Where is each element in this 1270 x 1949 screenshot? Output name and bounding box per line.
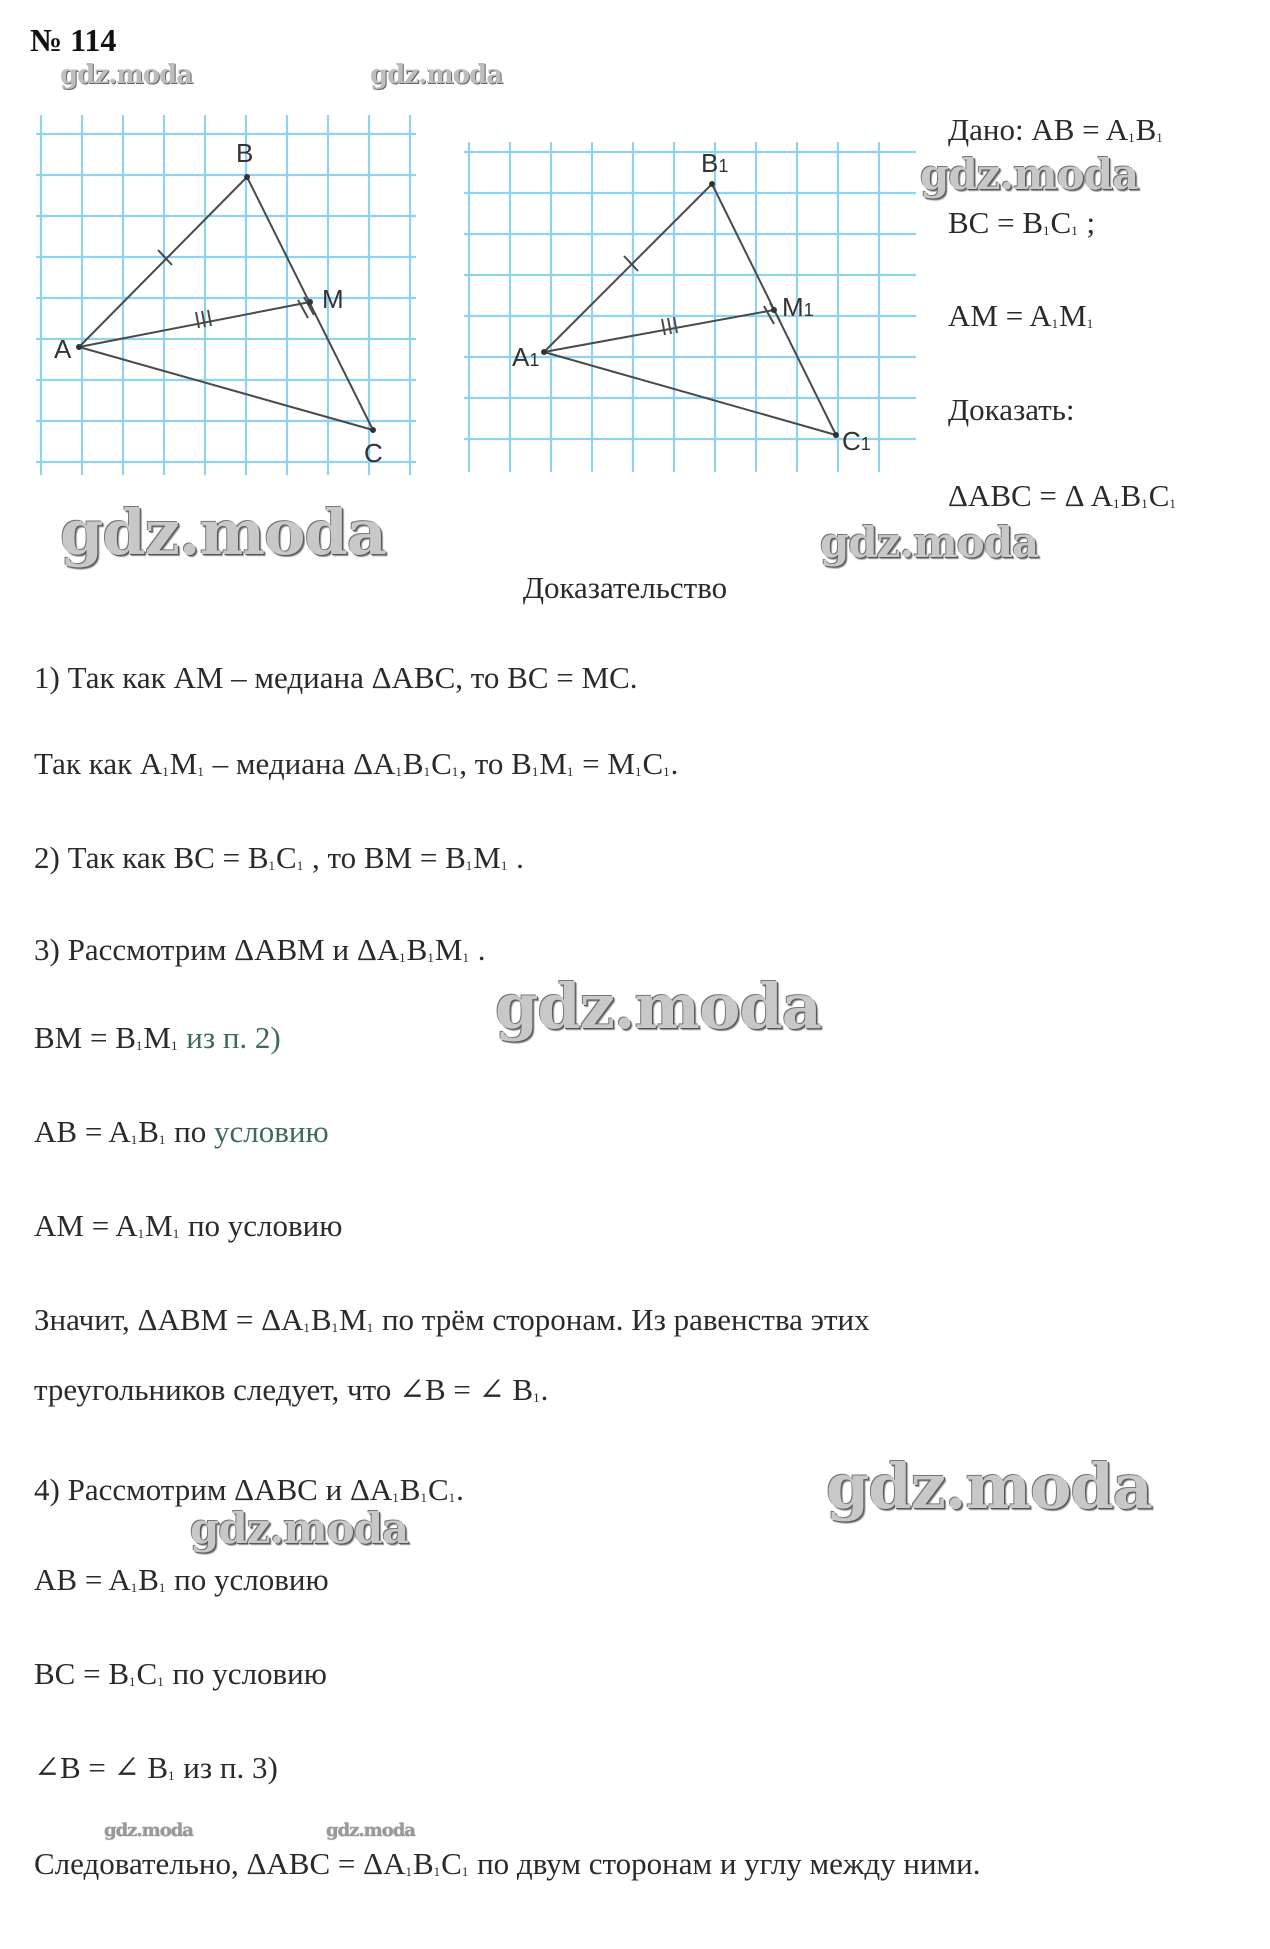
- label-b1: B1: [701, 148, 729, 178]
- proof-step-4-bc: BC = $B_1C_1$ по условию: [34, 1656, 327, 1691]
- given-line-1: Дано: AB = $A_1B_1$: [948, 112, 1163, 147]
- proof-step-3-ab: AB = $A_1B_1$ по условию: [34, 1114, 329, 1149]
- given-line-3: AM = $A_1M_1$: [948, 298, 1094, 333]
- label-a1: A1: [512, 342, 540, 372]
- proof-step-4-angle: ∠B = ∠ $B_1$ из п. 3): [34, 1750, 278, 1785]
- proof-step-2: 2) Так как BC = $B_1C_1$ , то BM = $B_1M_1$ .: [34, 840, 524, 875]
- watermark: gdz.moda: [370, 60, 503, 90]
- proof-final-conclusion: Следовательно, $\Delta ABC = \Delta A_1B_1C_1$ по двум сторонам и углу между ними.: [34, 1846, 981, 1881]
- proof-title: Доказательство: [522, 570, 728, 605]
- watermark: gdz.moda: [60, 496, 386, 569]
- proof-step-3-angles: треугольников следует, что ∠B = ∠ $B_1$.: [34, 1372, 549, 1407]
- label-m1: M1: [782, 292, 814, 322]
- watermark: gdz.moda: [190, 1504, 409, 1553]
- proof-step-3-conclusion: Значит, $\Delta ABM = \Delta A_1B_1M_1$ по трём сторонам. Из равенства этих: [34, 1302, 870, 1337]
- label-c: C: [364, 438, 383, 468]
- proof-step-3: 3) Рассмотрим ΔABM и $\Delta A_1B_1M_1$ .: [34, 932, 486, 967]
- label-m: M: [322, 284, 344, 314]
- proof-step-3-bm: BM = $B_1M_1$ из п. 2): [34, 1020, 281, 1055]
- proof-step-3-am: AM = $A_1M_1$ по условию: [34, 1208, 343, 1243]
- given-line-2: BC = $B_1C_1$ ;: [948, 205, 1096, 240]
- proof-step-1b: Так как $A_1M_1$ – медиана $\Delta A_1B_1C_1$, то $B_1M_1 = M_1C_1$.: [34, 746, 679, 781]
- proof-step-4-ab: AB = $A_1B_1$ по условию: [34, 1562, 329, 1597]
- watermark: gdz.moda: [920, 150, 1139, 199]
- watermark: gdz.moda: [326, 1820, 415, 1841]
- watermark: gdz.moda: [60, 60, 193, 90]
- watermark: gdz.moda: [104, 1820, 193, 1841]
- proof-step-4: 4) Рассмотрим ΔABC и $\Delta A_1B_1C_1$.: [34, 1472, 464, 1507]
- watermark: gdz.moda: [820, 518, 1039, 567]
- watermark: gdz.moda: [495, 970, 821, 1043]
- given-line-4: Доказать:: [948, 392, 1075, 427]
- label-c1: C1: [842, 426, 871, 456]
- triangle-a1b1c1-figure: [464, 140, 924, 485]
- proof-step-1: 1) Так как AM – медиана ΔABC, то BC = MC.: [34, 660, 638, 695]
- problem-number: № 114: [30, 22, 117, 58]
- watermark: gdz.moda: [826, 1450, 1152, 1523]
- label-a: A: [54, 334, 72, 364]
- given-line-5: ΔABC = Δ $A_1B_1C_1$: [948, 478, 1176, 513]
- label-b: B: [236, 138, 254, 168]
- triangle-abc-figure: [36, 110, 422, 485]
